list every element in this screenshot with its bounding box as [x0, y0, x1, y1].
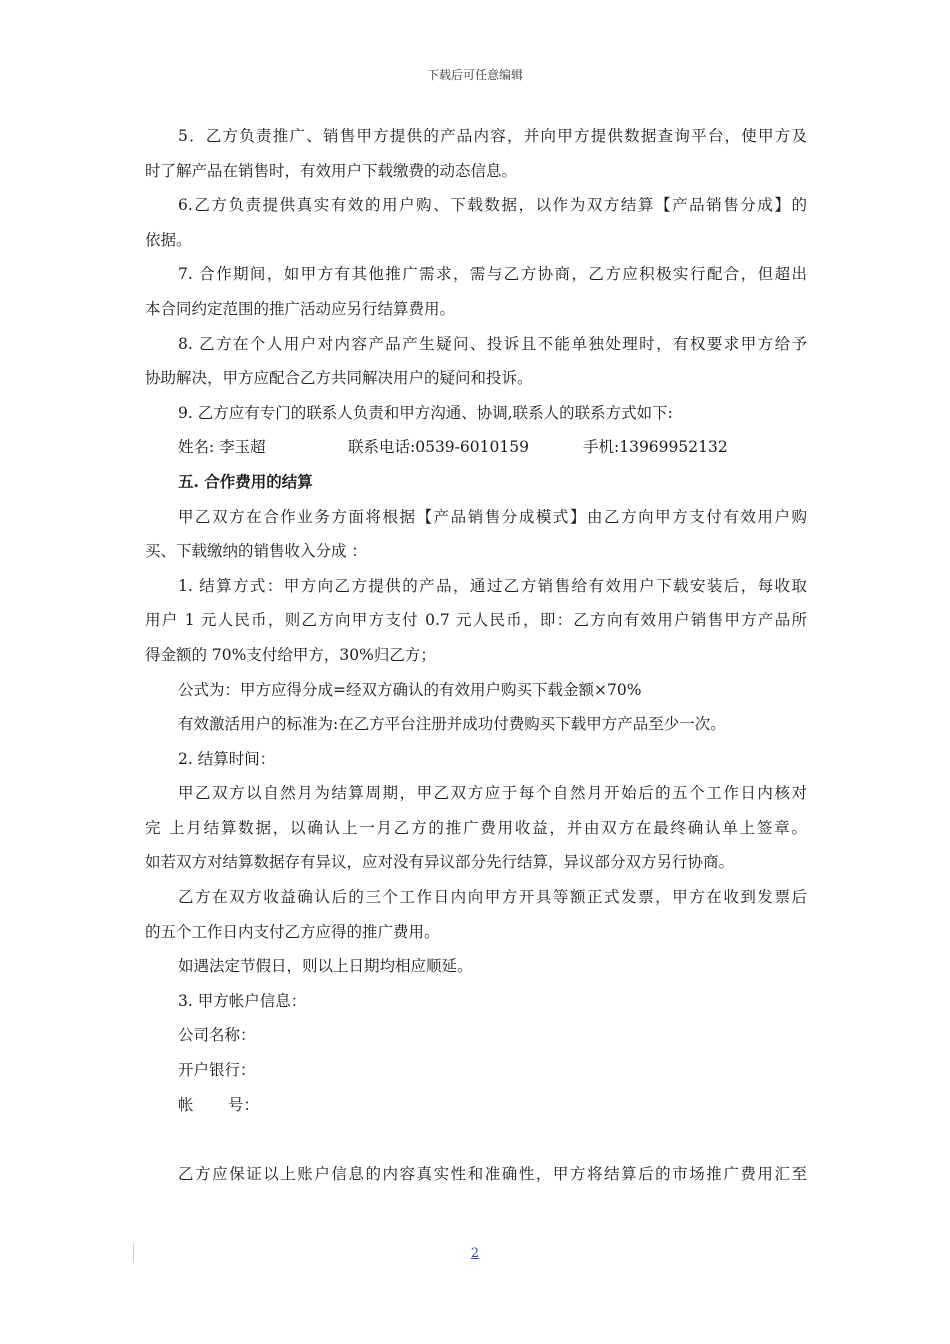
company-name-label: 公司名称： — [178, 1026, 256, 1045]
paragraph-line: 7. 合作期间，如甲方有其他推广需求，需与乙方协商，乙方应积极实行配合，但超出 — [178, 265, 807, 284]
document-body — [145, 119, 807, 1191]
page-header: 下载后可任意编辑 — [426, 68, 523, 82]
paragraph-line: 8. 乙方在个人用户对内容产品产生疑问、投诉且不能单独处理时，有权要求甲方给予 — [178, 334, 807, 353]
contact-phone: 联系电话:0539-6010159 — [348, 438, 529, 457]
section-heading: 五. 合作费用的结算 — [178, 471, 313, 491]
contact-name: 姓名: 李玉超 — [178, 438, 266, 457]
paragraph-line: 完 上月结算数据，以确认上一月乙方的推广费用收益，并由双方在最终确认单上签章。 — [145, 818, 807, 837]
paragraph-line: 6.乙方负责提供真实有效的用户购、下载数据，以作为双方结算【产品销售分成】的 — [178, 196, 807, 215]
bank-label: 开户银行： — [178, 1061, 256, 1080]
paragraph-line: 依据。 — [145, 230, 192, 249]
account-number-label — [145, 1088, 807, 1123]
paragraph-line: 如遇法定节假日，则以上日期均相应顺延。 — [178, 957, 473, 976]
paragraph-line: 1. 结算方式：甲方向乙方提供的产品，通过乙方销售给有效用户下载安装后，每收取 — [178, 576, 807, 595]
paragraph-line: 9. 乙方应有专门的联系人负责和甲方沟通、协调,联系人的联系方式如下: — [178, 403, 673, 422]
paragraph-line: 乙方在双方收益确认后的三个工作日内向甲方开具等额正式发票，甲方在收到发票后 — [178, 888, 807, 907]
contact-mobile: 手机:13969952132 — [583, 438, 728, 457]
page-number[interactable]: 2 — [470, 1246, 480, 1261]
paragraph-line: 如若双方对结算数据存有异议，应对没有异议部分先行结算，异议部分双方另行协商。 — [145, 853, 735, 872]
subheading: 3. 甲方帐户信息： — [178, 991, 307, 1010]
account-label-char: 帐 — [178, 1095, 194, 1114]
paragraph-line: 的五个工作日内支付乙方应得的推广费用。 — [145, 922, 440, 941]
formula-line: 公式为：甲方应得分成=经双方确认的有效用户购买下载金额×70% — [178, 680, 642, 699]
paragraph-line: 用户 1 元人民币，则乙方向甲方支付 0.7 元人民币，即：乙方向有效用户销售甲方产品所 — [145, 611, 807, 630]
paragraph-line: 乙方应保证以上账户信息的内容真实性和准确性，甲方将结算后的市场推广费用汇至 — [178, 1164, 807, 1183]
paragraph-line: 时了解产品在销售时，有效用户下载缴费的动态信息。 — [145, 161, 518, 180]
paragraph-line: 有效激活用户的标准为:在乙方平台注册并成功付费购买下载甲方产品至少一次。 — [178, 715, 726, 734]
paragraph-line: 买、下载缴纳的销售收入分成 ： — [145, 542, 367, 561]
paragraph-line: 甲乙双方以自然月为结算周期，甲乙双方应于每个自然月开始后的五个工作日内核对 — [178, 784, 807, 803]
paragraph-line: 5．乙方负责推广、销售甲方提供的产品内容，并向甲方提供数据查询平台，使甲方及 — [178, 127, 807, 145]
paragraph-line: 本合同约定范围的推广活动应另行结算费用。 — [145, 299, 456, 318]
account-label-char: 号： — [228, 1095, 260, 1114]
paragraph-line: 得金额的 70%支付给甲方，30%归乙方； — [145, 645, 436, 664]
paragraph-line: 甲乙双方在合作业务方面将根据【产品销售分成模式】由乙方向甲方支付有效用户购 — [178, 507, 807, 526]
contact-info — [145, 430, 807, 465]
blank-line — [145, 1122, 807, 1157]
paragraph-line: 协助解决，甲方应配合乙方共同解决用户的疑问和投诉。 — [145, 369, 533, 388]
subheading: 2. 结算时间： — [178, 749, 276, 768]
